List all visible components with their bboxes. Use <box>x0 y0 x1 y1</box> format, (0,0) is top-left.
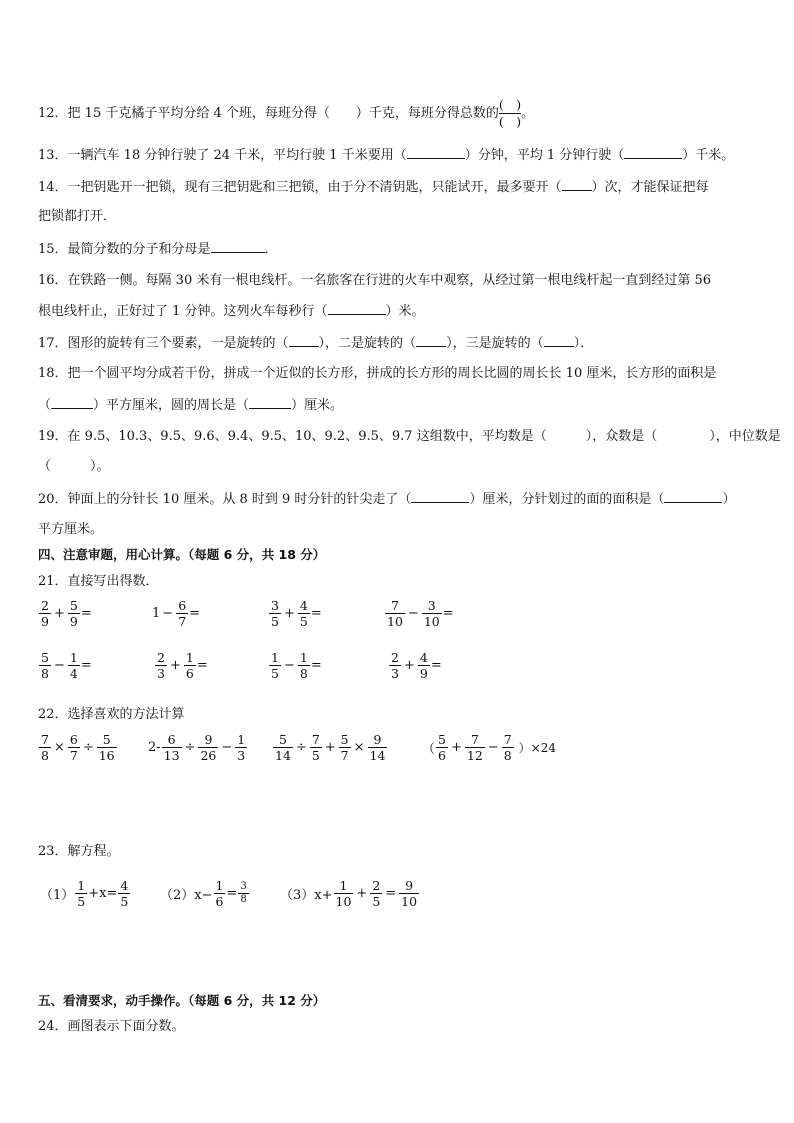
fraction-numerator: 5 <box>69 598 78 613</box>
q22-expression-3: $\frac{5}{14}$ ÷ $\frac{7}{5}$ + $\frac{5}{7}$ × $\frac{9}{14}$ <box>275 732 386 763</box>
fraction-numerator: 7 <box>503 732 512 747</box>
q21-r1-e1: $\frac{2}{9}$ + $\frac{5}{9}$ = <box>41 598 92 629</box>
fraction <box>368 732 388 763</box>
section-5-heading: 五、看清要求，动手操作。（每题 6 分，共 12 分） <box>38 993 326 1008</box>
q21-r1-e3: $\frac{3}{5}$ + $\frac{4}{5}$ = <box>271 598 322 629</box>
fraction <box>176 598 188 629</box>
question-23-title: 23．解方程。 <box>38 844 120 859</box>
fraction <box>39 650 51 681</box>
fraction <box>39 732 51 763</box>
fraction <box>436 732 448 763</box>
fraction-numerator: 1 <box>185 650 194 665</box>
fraction-denominator: 14 <box>369 748 386 763</box>
fraction-numerator: 3 <box>271 598 279 613</box>
fraction-numerator: 1 <box>339 878 348 893</box>
fraction-numerator: 7 <box>470 732 479 747</box>
fraction-denominator: 5 <box>120 894 129 909</box>
question-22-title: 22．选择喜欢的方法计算 <box>38 707 185 722</box>
fraction <box>399 878 419 909</box>
question-13: 13．一辆汽车 18 分钟行驶了 24 千米，平均行驶 1 千米要用（ ）分钟，平均 1 分钟行驶（ ）千米。 <box>38 148 735 163</box>
question-19-line2: （ ）。 <box>38 459 110 474</box>
fraction <box>269 650 281 681</box>
fraction-numerator: 4 <box>299 598 308 613</box>
fraction <box>238 881 248 906</box>
q23-equation-3: （3）x+ $\frac{1}{10}$ + $\frac{2}{5}$ = $\frac{9}{10}$ <box>280 878 418 909</box>
fraction-numerator: 9 <box>405 878 414 893</box>
fraction-numerator: 2 <box>157 650 165 665</box>
q23-equation-1: （1） $\frac{1}{5}$ +x= $\frac{4}{5}$ <box>40 878 129 909</box>
fraction-denominator: 8 <box>41 666 49 681</box>
fraction <box>370 878 382 909</box>
answer-blank[interactable] <box>664 490 722 503</box>
fraction-numerator: 3 <box>240 881 247 892</box>
fraction-denominator: 5 <box>299 614 308 629</box>
question-18-line1: 18．把一个圆平均分成若干份，拼成一个近似的长方形，拼成的长方形的周长比圆的周长长 10 厘米，长方形的面积是 <box>38 366 717 381</box>
question-20-line1: 20．钟面上的分针长 10 厘米。从 8 时到 9 时分针的针尖走了（ ）厘米，分针划过的面的面积是（ ） <box>38 492 736 507</box>
fraction-numerator: 2 <box>41 598 49 613</box>
fraction-denominator: ( ) <box>498 114 522 129</box>
fraction-denominator: 9 <box>419 666 428 681</box>
fraction <box>68 650 80 681</box>
fraction <box>502 732 514 763</box>
fraction-denominator: 10 <box>401 894 418 909</box>
fraction <box>118 878 130 909</box>
q21-r2-e3: $\frac{1}{5}$ − $\frac{1}{8}$ = <box>271 650 322 681</box>
fraction <box>75 878 87 909</box>
fraction-denominator: 3 <box>237 748 246 763</box>
fraction-denominator: 8 <box>41 748 49 763</box>
fraction-denominator: 8 <box>503 748 512 763</box>
fraction-denominator: 10 <box>335 894 352 909</box>
fraction <box>298 598 310 629</box>
fraction-denominator: 3 <box>157 666 165 681</box>
fraction-numerator: 1 <box>299 650 308 665</box>
fraction-denominator: 6 <box>215 894 224 909</box>
fraction-numerator: 1 <box>69 650 78 665</box>
fraction-numerator: 2 <box>391 650 399 665</box>
question-19-line1: 19．在 9.5、10.3、9.5、9.6、9.4、9.5、10、9.2、9.5、9.7 这组数中，平均数是（ ），众数是（ ），中位数是 <box>38 429 781 444</box>
answer-blank[interactable] <box>289 334 319 347</box>
fraction <box>339 732 351 763</box>
fraction-denominator: 4 <box>69 666 78 681</box>
fraction-numerator: 9 <box>373 732 382 747</box>
question-17: 17．图形的旋转有三个要素，一是旋转的（ ），二是旋转的（ ），三是旋转的（ ）． <box>38 336 594 351</box>
fraction-denominator: 5 <box>311 748 320 763</box>
answer-blank[interactable] <box>328 302 386 315</box>
fraction <box>68 732 80 763</box>
fraction-numerator: 5 <box>340 732 349 747</box>
question-24-title: 24．画图表示下面分数。 <box>38 1019 185 1034</box>
fraction-numerator: 7 <box>390 598 399 613</box>
fraction-numerator: ( ) <box>498 97 522 112</box>
fraction-denominator: 8 <box>240 894 247 905</box>
fraction-denominator: 12 <box>466 748 483 763</box>
fraction <box>418 650 430 681</box>
q21-r2-e1: $\frac{5}{8}$ − $\frac{1}{4}$ = <box>41 650 92 681</box>
fraction <box>39 598 51 629</box>
fraction-denominator: 14 <box>275 748 291 763</box>
fraction-numerator: 4 <box>120 878 129 893</box>
fraction-numerator: 1 <box>237 732 246 747</box>
answer-blank[interactable] <box>544 334 574 347</box>
q12-text: 12．把 15 千克橘子平均分给 4 个班，每班分得（ ）千克，每班分得总数的 <box>38 106 499 121</box>
fraction-denominator: 7 <box>178 614 187 629</box>
answer-blank[interactable] <box>562 178 592 191</box>
fraction-denominator: 6 <box>438 748 446 763</box>
fraction-numerator: 5 <box>102 732 111 747</box>
section-4-heading: 四、注意审题，用心计算。（每题 6 分，共 18 分） <box>38 547 326 562</box>
fraction <box>298 650 310 681</box>
fraction <box>269 598 281 629</box>
question-16-line2: 根电线杆止，正好过了 1 分钟。这列火车每秒行（ ）米。 <box>38 304 425 319</box>
fraction-denominator: 5 <box>271 614 279 629</box>
fraction-denominator: 10 <box>387 614 403 629</box>
fraction <box>97 732 117 763</box>
q21-r1-e4: $\frac{7}{10}$ − $\frac{3}{10}$ = <box>387 598 454 629</box>
fraction <box>273 732 293 763</box>
fraction <box>155 650 167 681</box>
fraction-denominator: 3 <box>391 666 399 681</box>
fraction-numerator: 1 <box>271 650 279 665</box>
fraction-numerator: 7 <box>311 732 320 747</box>
fraction <box>310 732 322 763</box>
answer-blank[interactable] <box>624 146 682 159</box>
question-16-line1: 16．在铁路一侧。每隔 30 米有一根电线杆。一名旅客在行进的火车中观察，从经过第一根电线杆起一直到经过第 56 <box>38 273 712 288</box>
fraction <box>68 598 80 629</box>
fraction <box>198 732 218 763</box>
answer-blank[interactable] <box>416 334 446 347</box>
fraction <box>214 878 226 909</box>
fraction-numerator: 2 <box>372 878 381 893</box>
question-21-title: 21．直接写出得数． <box>38 574 159 589</box>
fraction-numerator: 1 <box>77 878 86 893</box>
fraction <box>334 878 354 909</box>
fraction-denominator: 16 <box>98 748 115 763</box>
answer-blank[interactable] <box>51 396 93 409</box>
fraction <box>422 598 442 629</box>
question-12: 12．把 15 千克橘子平均分给 4 个班，每班分得（ ）千克，每班分得总数的 ( ) ( ) 。 <box>38 97 535 129</box>
q22-expression-4: （ $\frac{5}{6}$ + $\frac{7}{12}$ − $\frac{7}{8}$ ）×24 <box>422 732 556 763</box>
fraction-numerator: 9 <box>204 732 213 747</box>
fraction-numerator: 5 <box>438 732 446 747</box>
fraction-denominator: 6 <box>185 666 194 681</box>
q21-r2-e2: $\frac{2}{3}$ + $\frac{1}{6}$ = <box>157 650 208 681</box>
q21-r1-e2: 1 − $\frac{6}{7}$ = <box>152 598 201 629</box>
fraction <box>389 650 401 681</box>
answer-blank[interactable] <box>211 240 265 253</box>
q23-equation-2: （2）x− $\frac{1}{6}$ = $\frac{3}{8}$ <box>160 878 247 909</box>
q12-fraction-blank[interactable] <box>499 97 521 130</box>
fraction-numerator: 3 <box>427 598 436 613</box>
fraction <box>235 732 247 763</box>
question-14-line1: 14．一把钥匙开一把锁，现有三把钥匙和三把锁，由于分不清钥匙，只能试开，最多要开（ ）次，才能保证把每 <box>38 180 709 195</box>
answer-blank[interactable] <box>249 396 291 409</box>
fraction-denominator: 9 <box>41 614 49 629</box>
fraction <box>465 732 485 763</box>
fraction-denominator: 5 <box>372 894 381 909</box>
fraction-numerator: 1 <box>215 878 224 893</box>
fraction <box>385 598 405 629</box>
fraction-denominator: 5 <box>271 666 279 681</box>
fraction-numerator: 6 <box>69 732 78 747</box>
answer-blank[interactable] <box>411 490 469 503</box>
fraction-denominator: 9 <box>69 614 78 629</box>
fraction <box>162 732 182 763</box>
fraction-numerator: 6 <box>167 732 176 747</box>
question-20-line2: 平方厘米。 <box>38 522 104 537</box>
fraction-numerator: 6 <box>178 598 187 613</box>
fraction-denominator: 7 <box>340 748 349 763</box>
question-18-line2: （ ）平方厘米，圆的周长是（ ）厘米。 <box>38 398 344 413</box>
answer-blank[interactable] <box>407 146 465 159</box>
q22-expression-1: $\frac{7}{8}$ × $\frac{6}{7}$ ÷ $\frac{5}{16}$ <box>41 732 115 763</box>
fraction-denominator: 13 <box>163 748 180 763</box>
fraction-numerator: 5 <box>41 650 49 665</box>
question-14-line2: 把锁都打开． <box>38 209 117 224</box>
fraction-numerator: 4 <box>419 650 428 665</box>
fraction-denominator: 26 <box>200 748 217 763</box>
fraction-numerator: 5 <box>278 732 287 747</box>
q21-r2-e4: $\frac{2}{3}$ + $\frac{4}{9}$ = <box>391 650 442 681</box>
fraction-denominator: 8 <box>299 666 308 681</box>
question-15: 15．最简分数的分子和分母是 ． <box>38 242 278 257</box>
q22-expression-2: 2- $\frac{6}{13}$ ÷ $\frac{9}{26}$ − $\frac{1}{3}$ <box>148 732 246 763</box>
fraction <box>184 650 196 681</box>
fraction-numerator: 7 <box>41 732 49 747</box>
fraction-denominator: 7 <box>69 748 78 763</box>
fraction-denominator: 10 <box>423 614 440 629</box>
fraction-denominator: 5 <box>77 894 86 909</box>
